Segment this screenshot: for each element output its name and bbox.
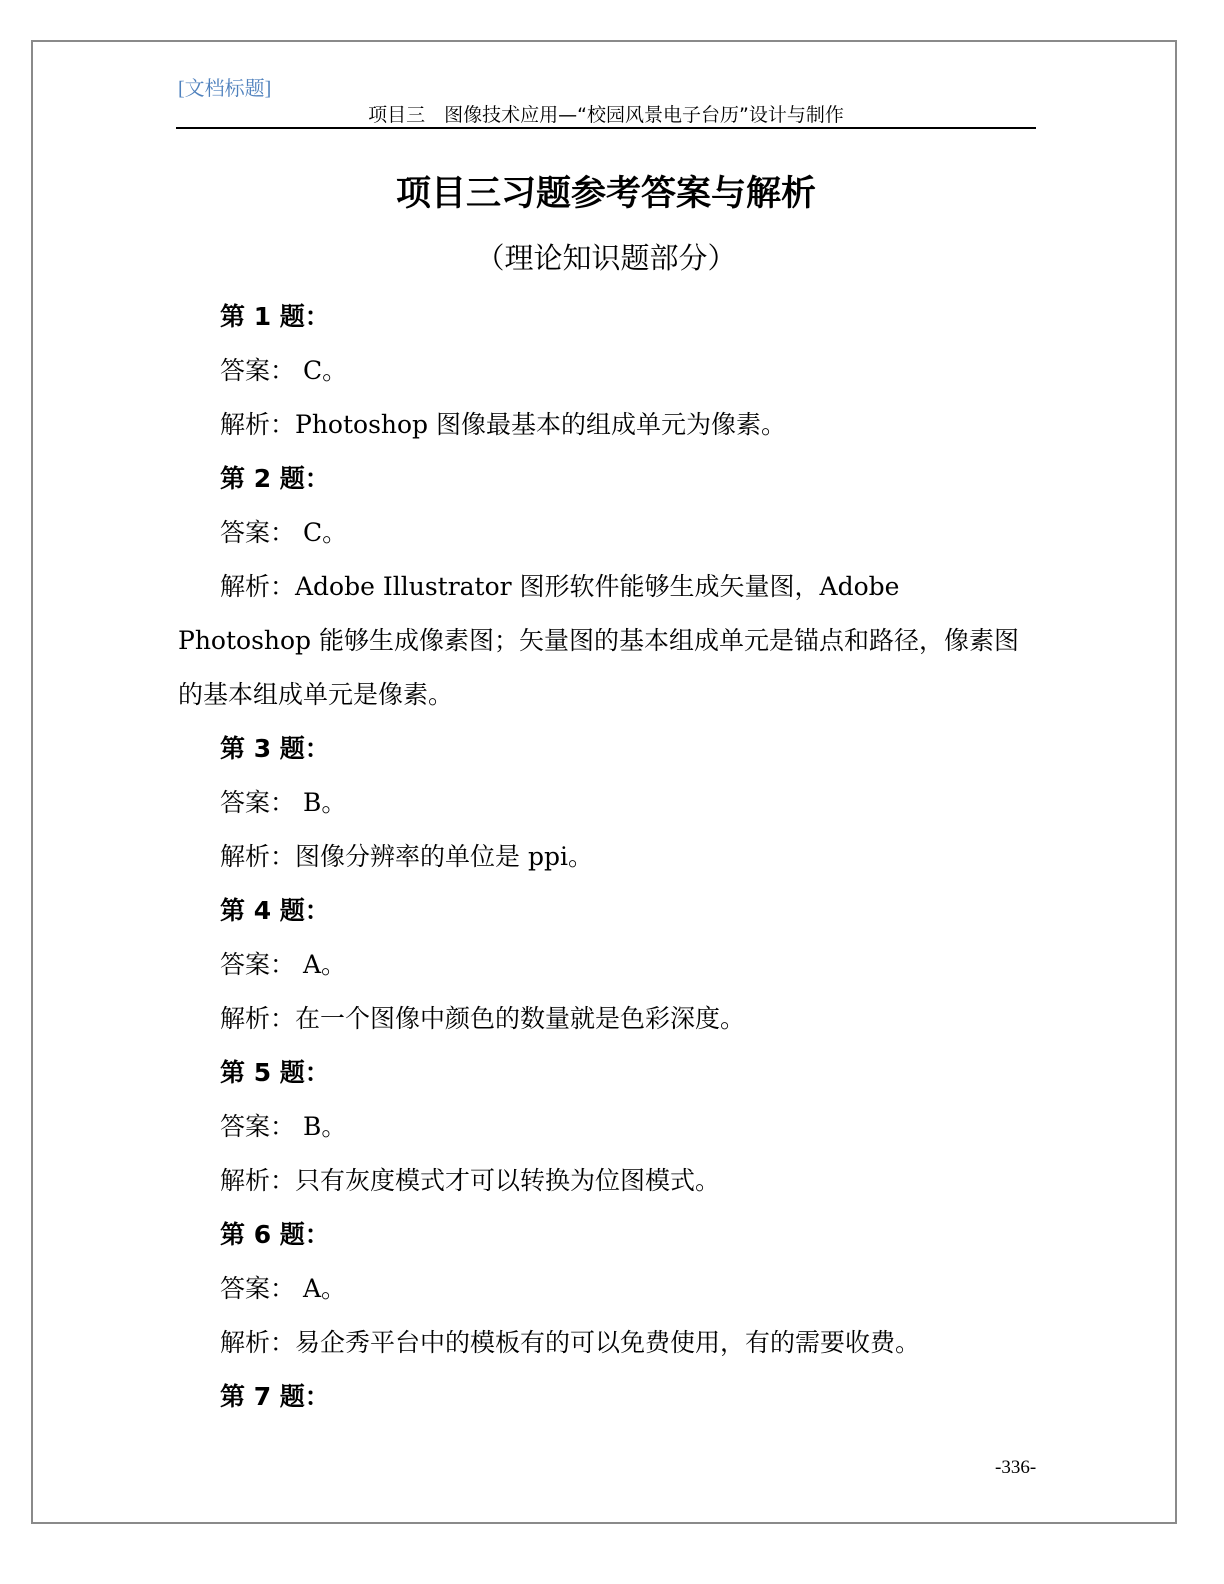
answer-4: 答案： A。 [220,950,347,979]
question-heading-6: 第 6 题： [220,1220,330,1249]
question-heading-1: 第 1 题： [220,302,330,331]
header-rule [176,127,1036,129]
analysis-4: 解析：在一个图像中颜色的数量就是色彩深度。 [220,1004,746,1033]
answer-1: 答案： C。 [220,356,348,385]
question-heading-3: 第 3 题： [220,734,330,763]
analysis-2: 解析：Adobe Illustrator 图形软件能够生成矢量图，Adobe Photoshop 能够生成像素图；矢量图的基本组成单元是锚点和路径，像素图的基本组成单元是像素。 [178,572,1020,709]
answer-list [178,290,1036,1424]
running-header: 项目三 图像技术应用—“校园风景电子台历”设计与制作 [368,104,844,126]
analysis-1: 解析：Photoshop 图像最基本的组成单元为像素。 [220,410,787,439]
question-heading-4: 第 4 题： [220,896,330,925]
answer-3: 答案： B。 [220,788,347,817]
analysis-3: 解析：图像分辨率的单位是 ppi。 [220,842,593,871]
page-title: 项目三习题参考答案与解析 [395,174,816,214]
analysis-6: 解析：易企秀平台中的模板有的可以免费使用，有的需要收费。 [220,1328,921,1357]
doc-title-placeholder[interactable]: [文档标题] [178,78,272,100]
answer-5: 答案： B。 [220,1112,347,1141]
answer-6: 答案： A。 [220,1274,347,1303]
question-heading-2: 第 2 题： [220,464,330,493]
page-subtitle: （理论知识题部分） [475,241,737,275]
answer-2: 答案： C。 [220,518,348,547]
page-number: -336- [995,1457,1037,1478]
analysis-5: 解析：只有灰度模式才可以转换为位图模式。 [220,1166,721,1195]
question-heading-5: 第 5 题： [220,1058,330,1087]
question-heading-7: 第 7 题： [220,1382,330,1411]
